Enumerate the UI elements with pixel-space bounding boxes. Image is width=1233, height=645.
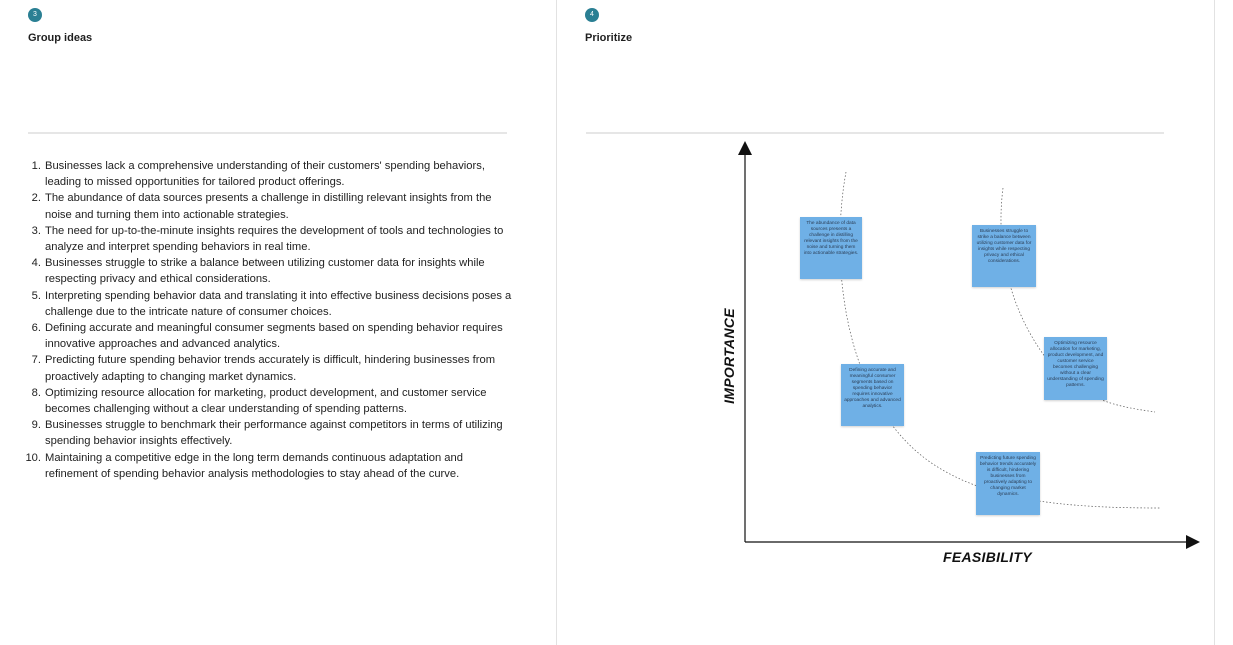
list-item: 5. Interpreting spending behavior data and translating it into effective business decisions poses a challenge due to the intricate nature of consumer choices.: [31, 289, 512, 318]
y-axis-arrow-icon: [738, 141, 752, 155]
sticky-note[interactable]: Predicting future spending behavior trends accurately is difficult, hindering businesses from proactively adapting to changing market dynamics.: [976, 452, 1040, 515]
step-badge-group-ideas: 3: [28, 8, 42, 22]
sticky-note[interactable]: Optimizing resource allocation for marketing, product development, and customer service becomes challenging without a clear understanding of spending patterns.: [1044, 337, 1107, 400]
prioritize-title: Prioritize: [585, 32, 633, 44]
y-axis-label: IMPORTANCE: [721, 308, 737, 404]
list-item: 4. Businesses struggle to strike a balance between utilizing customer data for insights while respecting privacy and ethical considerations.: [31, 257, 485, 286]
sticky-note[interactable]: Defining accurate and meaningful consumer segments based on spending behavior requires innovative approaches and advanced analytics.: [841, 364, 904, 426]
group-ideas-title: Group ideas: [28, 32, 93, 44]
list-item: 10. Maintaining a competitive edge in the long term demands continuous adaptation and refinement of spending behavior analysis methodologies to stay ahead of the curve.: [25, 451, 463, 480]
sticky-note[interactable]: The abundance of data sources presents a challenge in distilling relevant insights from the noise and turning them into actionable strategies.: [800, 217, 862, 279]
sticky-note[interactable]: Businesses struggle to strike a balance between utilizing customer data for insights while respecting privacy and ethical considerations.: [972, 225, 1036, 287]
step-badge-prioritize: 4: [585, 8, 599, 22]
list-item: 1. Businesses lack a comprehensive understanding of their customers' spending behaviors, leading to missed opportunities for tailored product offerings.: [31, 160, 485, 189]
list-item: 3. The need for up-to-the-minute insights requires the development of tools and technologies to analyze and interpret spending behaviors in real time.: [31, 224, 504, 254]
x-axis-label: FEASIBILITY: [943, 549, 1032, 565]
list-item: 8. Optimizing resource allocation for marketing, product development, and customer service becomes challenging without a clear understanding of spending patterns.: [31, 386, 487, 416]
list-item: 2. The abundance of data sources presents a challenge in distilling relevant insights from the noise and turning them into actionable strategies.: [31, 192, 492, 221]
list-item: 7. Predicting future spending behavior trends accurately is difficult, hindering businesses from proactively adapting to changing market dynamics.: [31, 354, 496, 383]
x-axis-arrow-icon: [1186, 535, 1200, 549]
list-item: 9. Businesses struggle to benchmark their performance against competitors in terms of utilizing spending behavior insights effectively.: [31, 419, 503, 448]
list-item: 6. Defining accurate and meaningful consumer segments based on spending behavior requires innovative approaches and advanced analytics.: [31, 322, 503, 351]
